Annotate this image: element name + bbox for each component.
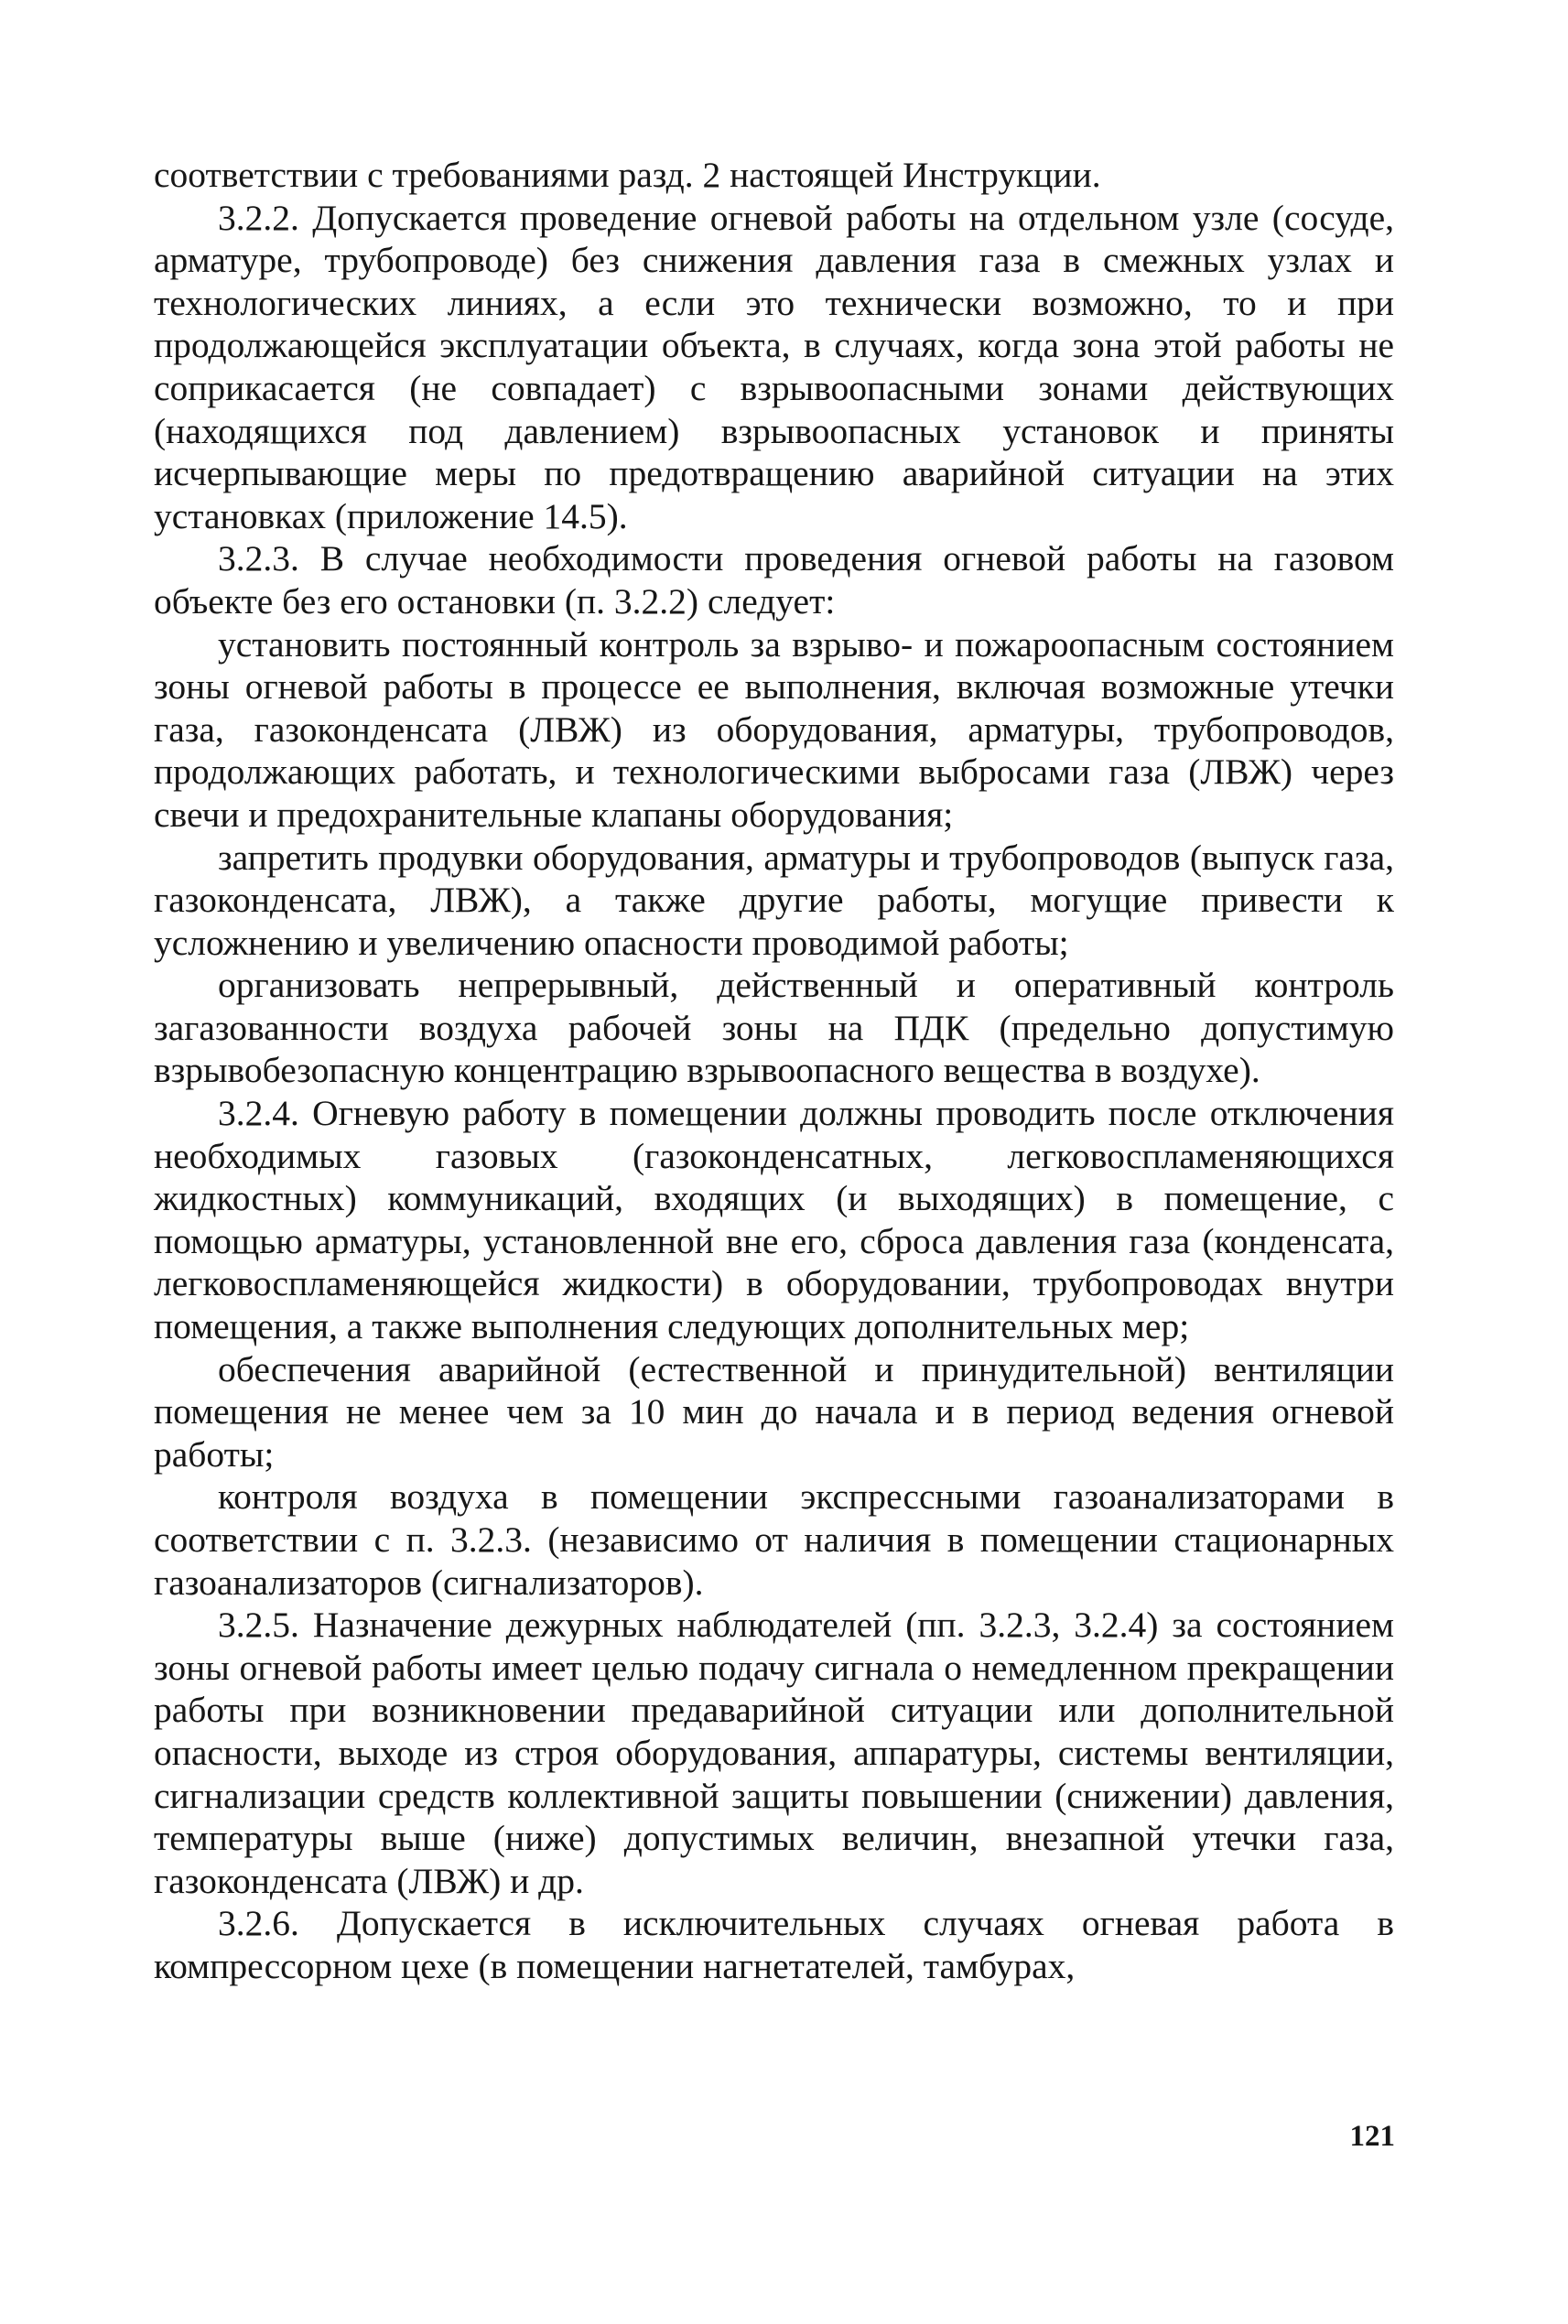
paragraph-3-2-6: 3.2.6. Допускается в исключительных случаях огневая работа в компрессорном цехе (в помещении нагнетателей, тамбурах, bbox=[154, 1903, 1394, 1986]
paragraph-3-2-3: 3.2.3. В случае необходимости проведения огневой работы на газовом объекте без его остановки (п. 3.2.2) следует: bbox=[154, 538, 1394, 622]
page-text bbox=[154, 154, 1394, 1988]
paragraph-3-2-4-item-1: обеспечения аварийной (естественной и принудительной) вентиляции помещения не менее чем за 10 мин до начала и в период ведения огневой работы; bbox=[154, 1348, 1394, 1475]
paragraph-3-2-2: 3.2.2. Допускается проведение огневой работы на отдельном узле (сосуде, арматуре, трубопроводе) без снижения давления газа в смежных узлах и технологических линиях, а если это технически возможно, то и при продолжающейся эксплуатации объекта, в случаях, когда зона этой работы не соприкасается (не совпадает) с взрывоопасными зонами действующих (находящихся под давлением) взрывоопасных установок и приняты исчерпывающие меры по предотвращению аварийной ситуации на этих установках (приложение 14.5). bbox=[154, 197, 1394, 536]
paragraph-3-2-3-item-1: установить постоянный контроль за взрыво- и пожароопасным состоянием зоны огневой работы в процессе ее выполнения, включая возможные утечки газа, газоконденсата (ЛВЖ) из оборудования, арматуры, трубопроводов, продолжающих работать, и технологическими выбросами газа (ЛВЖ) через свечи и предохранительные клапаны оборудования; bbox=[154, 623, 1394, 835]
paragraph-3-2-3-item-2: запретить продувки оборудования, арматуры и трубопроводов (выпуск газа, газоконденсата, ЛВЖ), а также другие работы, могущие привести к усложнению и увеличению опасности проводимой работы; bbox=[154, 837, 1394, 963]
paragraph-3-2-3-item-3: организовать непрерывный, действенный и оперативный контроль загазованности воздуха рабочей зоны на ПДК (предельно допустимую взрывобезопасную концентрацию взрывоопасного вещества в воздухе). bbox=[154, 965, 1394, 1091]
paragraph-3-2-4: 3.2.4. Огневую работу в помещении должны проводить после отключения необходимых газовых (газоконденсатных, легковоспламеняющихся жидкостных) коммуникаций, входящих (и выходящих) в помещение, с помощью арматуры, установленной вне его, сброса давления газа (конденсата, легковоспламеняющейся жидкости) в оборудовании, трубопроводах внутри помещения, а также выполнения следующих дополнительных мер; bbox=[154, 1093, 1394, 1347]
paragraph-3-2-4-item-2: контроля воздуха в помещении экспрессными газоанализаторами в соответствии с п. 3.2.3. (независимо от наличия в помещении стационарных газоанализаторов (сигнализаторов). bbox=[154, 1476, 1394, 1603]
paragraph-3-2-5: 3.2.5. Назначение дежурных наблюдателей (пп. 3.2.3, 3.2.4) за состоянием зоны огневой работы имеет целью подачу сигнала о немедленном прекращении работы при возникновении предаварийной ситуации или дополнительной опасности, выходе из строя оборудования, аппаратуры, системы вентиляции, сигнализации средств коллективной защиты повышении (снижении) давления, температуры выше (ниже) допустимых величин, внезапной утечки газа, газоконденсата (ЛВЖ) и др. bbox=[154, 1605, 1394, 1901]
page-number: 121 bbox=[1349, 2120, 1395, 2153]
paragraph-continuation: соответствии с требованиями разд. 2 настоящей Инструкции. bbox=[154, 155, 1101, 195]
